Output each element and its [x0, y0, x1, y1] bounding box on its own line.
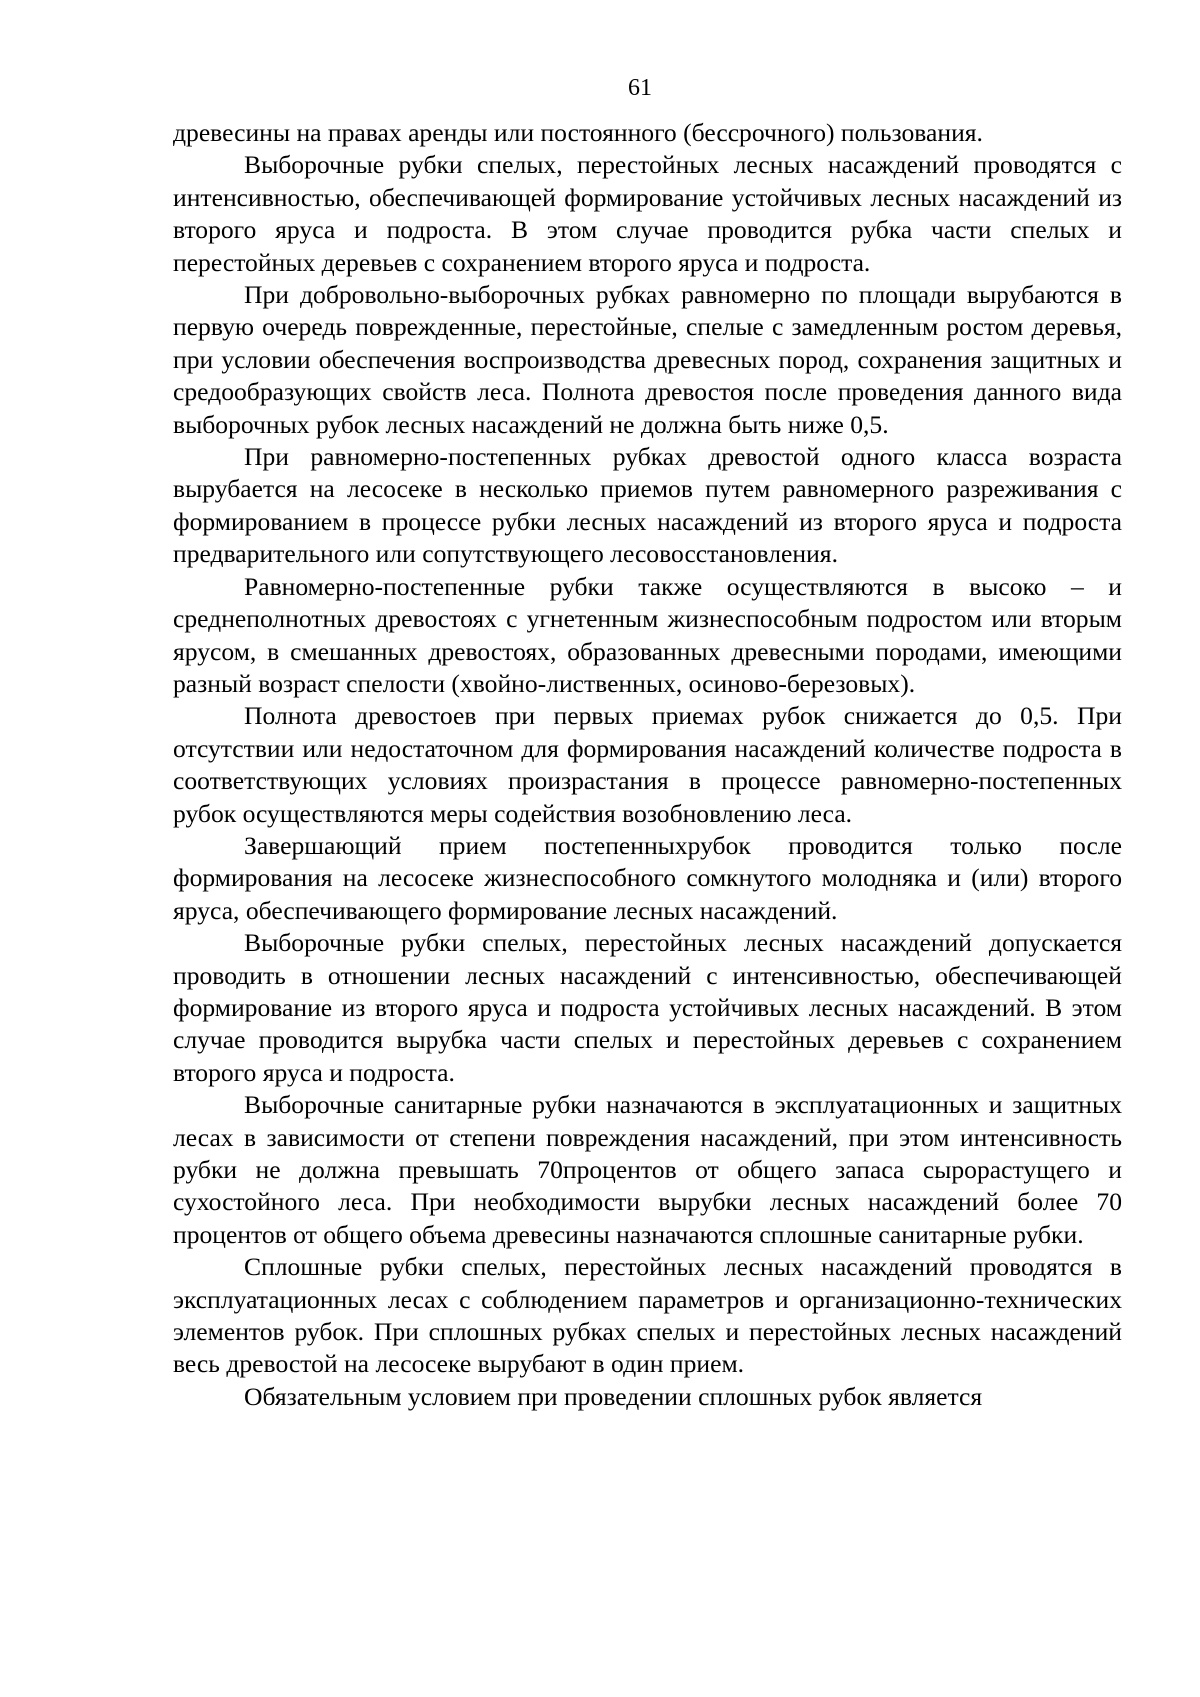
paragraph: Выборочные санитарные рубки назначаются в эксплуатационных и защитных лесах в зависимости от степени повреждения насаждений, при этом интенсивность рубки не должна превышать 70процентов от общего запаса сырорастущего и сухостойного леса. При необходимости вырубки лесных насаждений более 70 процентов от общего объема древесины назначаются сплошные санитарные рубки.	[173, 1090, 1122, 1249]
body-text	[173, 117, 1122, 1413]
paragraph: Обязательным условием при проведении сплошных рубок является	[244, 1381, 983, 1411]
paragraph: Выборочные рубки спелых, перестойных лесных насаждений проводятся с интенсивностью, обеспечивающей формирование устойчивых лесных насаждений из второго яруса и подроста. В этом случае проводится рубка части спелых и перестойных деревьев с сохранением второго яруса и подроста.	[173, 150, 1122, 277]
paragraph: древесины на правах аренды или постоянного (бессрочного) пользования.	[173, 118, 983, 147]
paragraph: Завершающий прием постепенныхрубок проводится только после формирования на лесосеке жизнеспособного сомкнутого молодняка и (или) второго яруса, обеспечивающего формирование лесных насаждений.	[173, 830, 1122, 925]
paragraph: Сплошные рубки спелых, перестойных лесных насаждений проводятся в эксплуатационных лесах с соблюдением параметров и организационно-технических элементов рубок. При сплошных рубках спелых и перестойных лесных насаждений весь древостой на лесосеке вырубают в один прием.	[173, 1252, 1122, 1379]
paragraph: При равномерно-постепенных рубках древостой одного класса возраста вырубается на лесосеке в несколько приемов путем равномерного разреживания с формированием в процессе рубки лесных насаждений из второго яруса и подроста предварительного или сопутствующего лесовосстановления.	[173, 442, 1122, 569]
paragraph: Полнота древостоев при первых приемах рубок снижается до 0,5. При отсутствии или недостаточном для формирования насаждений количестве подроста в соответствующих условиях произрастания в процессе равномерно-постепенных рубок осуществляются меры содействия возобновлению леса.	[173, 701, 1122, 828]
page-number: 61	[628, 75, 652, 101]
paragraph: Выборочные рубки спелых, перестойных лесных насаждений допускается проводить в отношении лесных насаждений с интенсивностью, обеспечивающей формирование из второго яруса и подроста устойчивых лесных насаждений. В этом случае проводится вырубка части спелых и перестойных деревьев с сохранением второго яруса и подроста.	[173, 928, 1122, 1087]
paragraph: При добровольно-выборочных рубках равномерно по площади вырубаются в первую очередь поврежденные, перестойные, спелые с замедленным ростом деревья, при условии обеспечения воспроизводства древесных пород, сохранения защитных и средообразующих свойств леса. Полнота древостоя после проведения данного вида выборочных рубок лесных насаждений не должна быть ниже 0,5.	[173, 280, 1122, 439]
paragraph: Равномерно-постепенные рубки также осуществляются в высоко – и среднеполнотных древостоях с угнетенным жизнеспособным подростом или вторым ярусом, в смешанных древостоях, образованных древесными породами, имеющими разный возраст спелости (хвойно-лиственных, осиново-березовых).	[173, 571, 1122, 698]
